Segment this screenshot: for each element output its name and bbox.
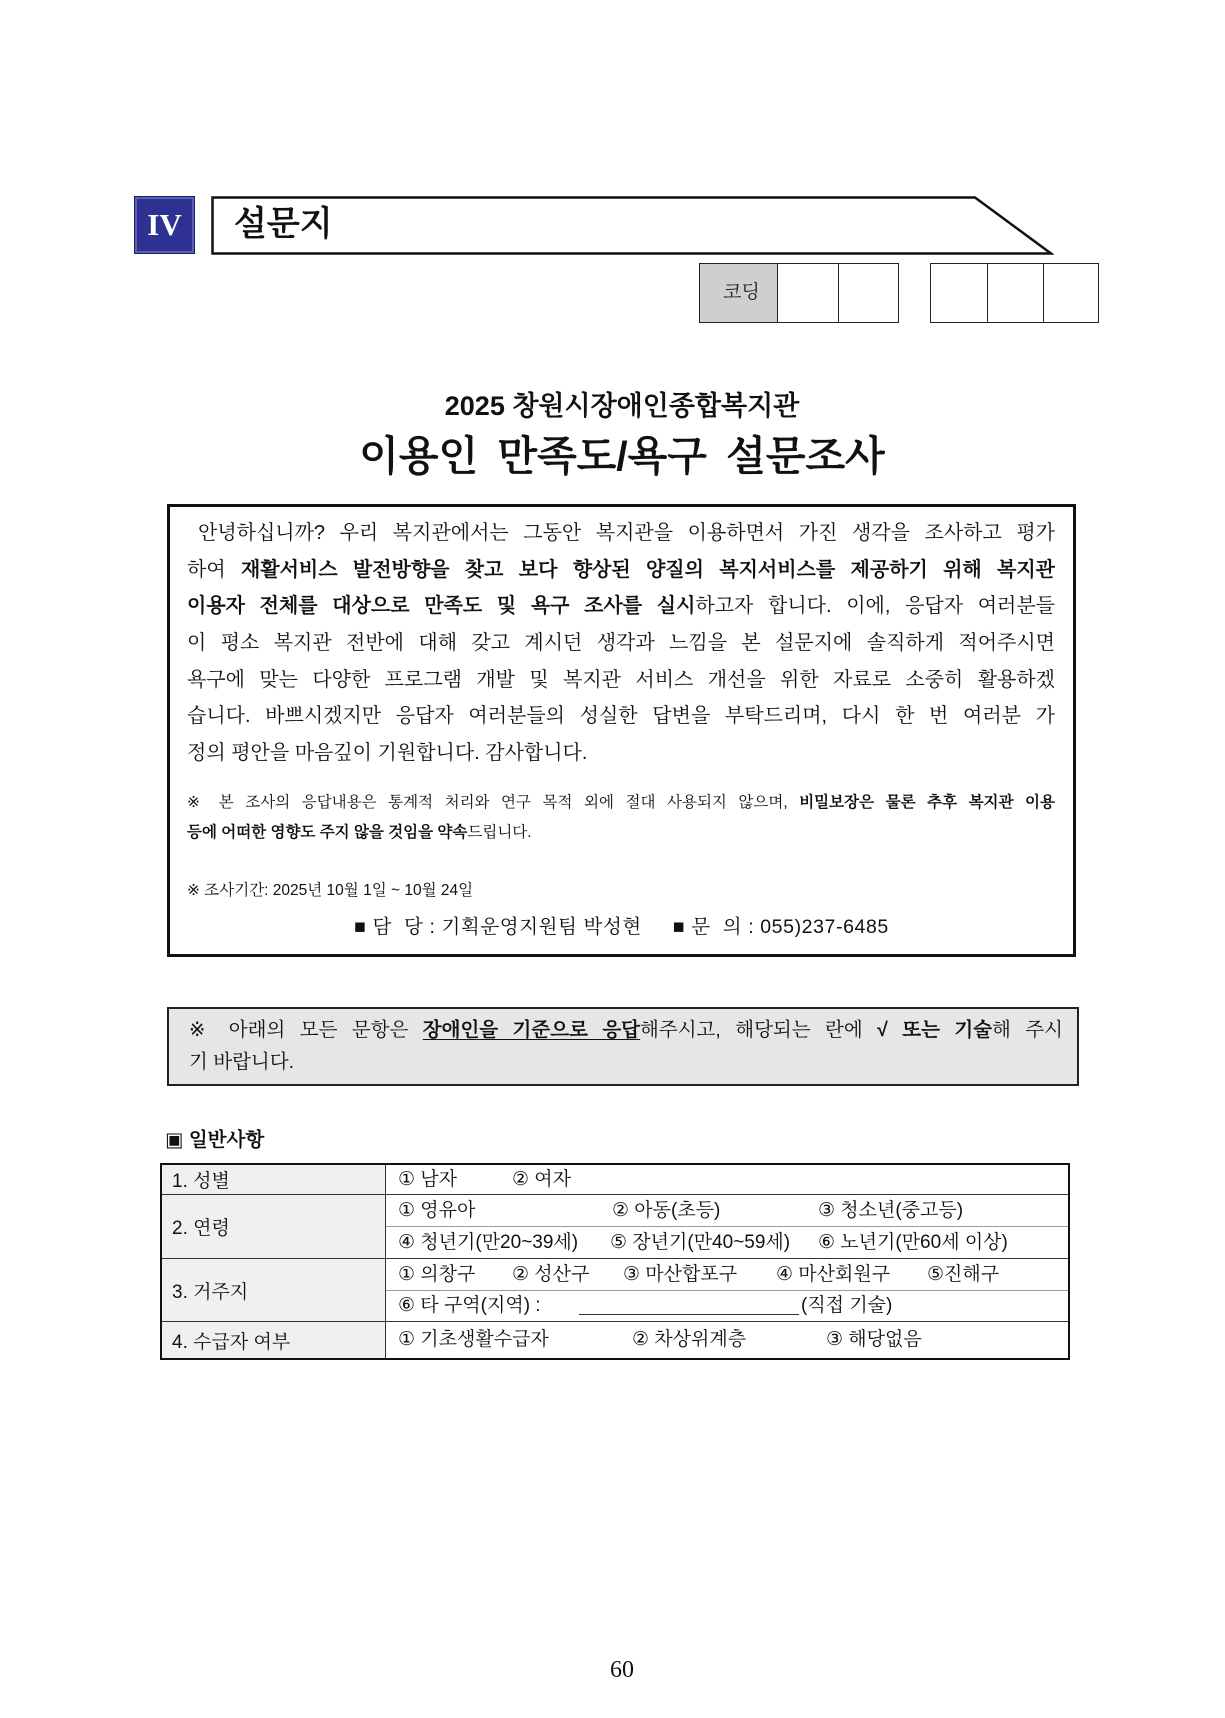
coding-cell [987, 263, 1044, 323]
intro-text: 하고자 합니다. 이에, 응답자 여러분들 [695, 595, 1055, 618]
instruction-text [189, 1014, 1063, 1078]
coding-cell [838, 263, 899, 323]
option-district: ① 의창구 [398, 1264, 476, 1285]
option-line [386, 1195, 1068, 1226]
instruction-emphasis: √ 또는 기술 [877, 1019, 993, 1041]
contact-person: ■ 담 당 : 기획운영지원팀 박성현 [354, 916, 642, 938]
intro-box [167, 504, 1076, 957]
option-female: ② 여자 [512, 1169, 572, 1190]
section-title: 설문지 [234, 205, 333, 243]
survey-title: 이용인 만족도/욕구 설문조사 [359, 433, 885, 479]
intro-emphasis: 이용자 전체를 대상으로 만족도 및 욕구 조사를 실시 [187, 595, 696, 618]
page-number: 60 [610, 1657, 634, 1683]
coding-cell [1043, 263, 1099, 323]
answer-options [386, 1195, 1068, 1258]
instruction-segment: 해주시고, 해당되는 란에 [640, 1019, 878, 1041]
general-info-table [160, 1163, 1070, 1360]
intro-line [187, 588, 1055, 625]
option-age: ① 영유아 [398, 1200, 476, 1221]
note-text: ※ 본 조사의 응답내용은 통계적 처리와 연구 목적 외에 절대 사용되지 않으며, [187, 794, 800, 811]
section-title-frame [211, 196, 1054, 255]
option-line [386, 1259, 1068, 1290]
instruction-emphasis: 장애인을 기준으로 응답 [422, 1019, 641, 1041]
option-line [386, 1226, 1068, 1258]
intro-text: 욕구에 맞는 다양한 프로그램 개발 및 복지관 서비스 개선을 위한 자료로 소중히 활용하겠 [187, 668, 1055, 691]
coding-box [699, 263, 1099, 323]
contact-info [170, 910, 1073, 944]
option-district: ⑤진해구 [927, 1264, 1000, 1285]
question-label: 2. 연령 [162, 1195, 386, 1258]
option-other-district: ⑥ 타 구역(지역) : [398, 1295, 541, 1316]
intro-paragraph [187, 515, 1055, 772]
answer-options [386, 1322, 1068, 1358]
note-emphasis: 비밀보장은 물론 추후 복지관 이용 [799, 794, 1055, 811]
option-male: ① 남자 [398, 1169, 458, 1190]
intro-emphasis: 재활서비스 발전방향을 찾고 보다 향상된 양질의 복지서비스를 제공하기 위해 복지관 [240, 558, 1055, 581]
instruction-box [167, 1007, 1079, 1086]
option-benefit: ③ 해당없음 [826, 1329, 922, 1350]
instruction-line [189, 1046, 1063, 1078]
instruction-segment: 기 바랍니다. [189, 1051, 295, 1073]
intro-text: 정의 평안을 마음깊이 기원합니다. 감사합니다. [187, 742, 588, 765]
instruction-segment: ※ 아래의 모든 문항은 [189, 1019, 423, 1041]
intro-text: 습니다. 바쁘시겠지만 응답자 여러분들의 성실한 답변을 부탁드리며, 다시 한 번 여러분 가 [187, 705, 1055, 728]
contact-phone: ■ 문 의 : 055)237-6485 [672, 916, 889, 938]
table-row [162, 1165, 1068, 1194]
option-district: ② 성산구 [512, 1264, 590, 1285]
section-number-badge: IV [134, 196, 195, 254]
intro-text: 이 평소 복지관 전반에 대해 갖고 계시던 생각과 느낌을 본 설문지에 솔직하게 적어주시면 [187, 632, 1055, 655]
privacy-note-line [187, 788, 1055, 818]
intro-line [187, 625, 1055, 662]
option-age: ④ 청년기(만20~39세) [398, 1232, 579, 1253]
intro-line [187, 698, 1055, 735]
general-info-heading: ▣ 일반사항 [165, 1129, 265, 1151]
note-text: 드립니다. [467, 824, 532, 841]
option-district: ④ 마산회원구 [776, 1264, 891, 1285]
option-age: ② 아동(초등) [612, 1200, 721, 1221]
coding-label: 코딩 [699, 263, 778, 323]
option-line [386, 1290, 1068, 1321]
intro-text: 안녕하십니까? 우리 복지관에서는 그동안 복지관을 이용하면서 가진 생각을 조사하고 평가 [198, 522, 1055, 544]
privacy-note [187, 788, 1055, 848]
intro-line [187, 552, 1055, 589]
instruction-segment: 해 주시 [992, 1019, 1063, 1041]
question-label: 1. 성별 [162, 1165, 386, 1194]
option-age: ⑤ 장년기(만40~59세) [610, 1232, 791, 1253]
coding-cell [777, 263, 839, 323]
privacy-note-line [187, 818, 1055, 848]
option-district: ③ 마산합포구 [623, 1264, 738, 1285]
option-line [386, 1322, 1068, 1358]
table-row [162, 1194, 1068, 1258]
answer-options [386, 1259, 1068, 1321]
intro-line [187, 735, 1055, 772]
option-benefit: ② 차상위계층 [632, 1329, 747, 1350]
table-row [162, 1258, 1068, 1321]
table-row [162, 1321, 1068, 1358]
survey-organization-title: 2025 창원시장애인종합복지관 [444, 391, 800, 421]
intro-line [187, 662, 1055, 699]
option-age: ③ 청소년(중고등) [818, 1200, 964, 1221]
intro-line [187, 515, 1055, 552]
coding-cell [930, 263, 988, 323]
option-benefit: ① 기초생활수급자 [398, 1329, 549, 1350]
answer-options [386, 1165, 1068, 1194]
write-in-hint: (직접 기술) [801, 1295, 893, 1316]
instruction-line [189, 1014, 1063, 1046]
option-age: ⑥ 노년기(만60세 이상) [818, 1232, 1008, 1253]
note-emphasis: 등에 어떠한 영향도 주지 않을 것임을 약속 [187, 824, 468, 841]
question-label: 3. 거주지 [162, 1259, 386, 1321]
survey-period: ※ 조사기간: 2025년 10월 1일 ~ 10월 24일 [187, 882, 474, 899]
option-line [386, 1165, 1068, 1194]
write-in-blank [579, 1294, 799, 1315]
intro-text: 하여 [187, 558, 241, 581]
question-label: 4. 수급자 여부 [162, 1322, 386, 1358]
